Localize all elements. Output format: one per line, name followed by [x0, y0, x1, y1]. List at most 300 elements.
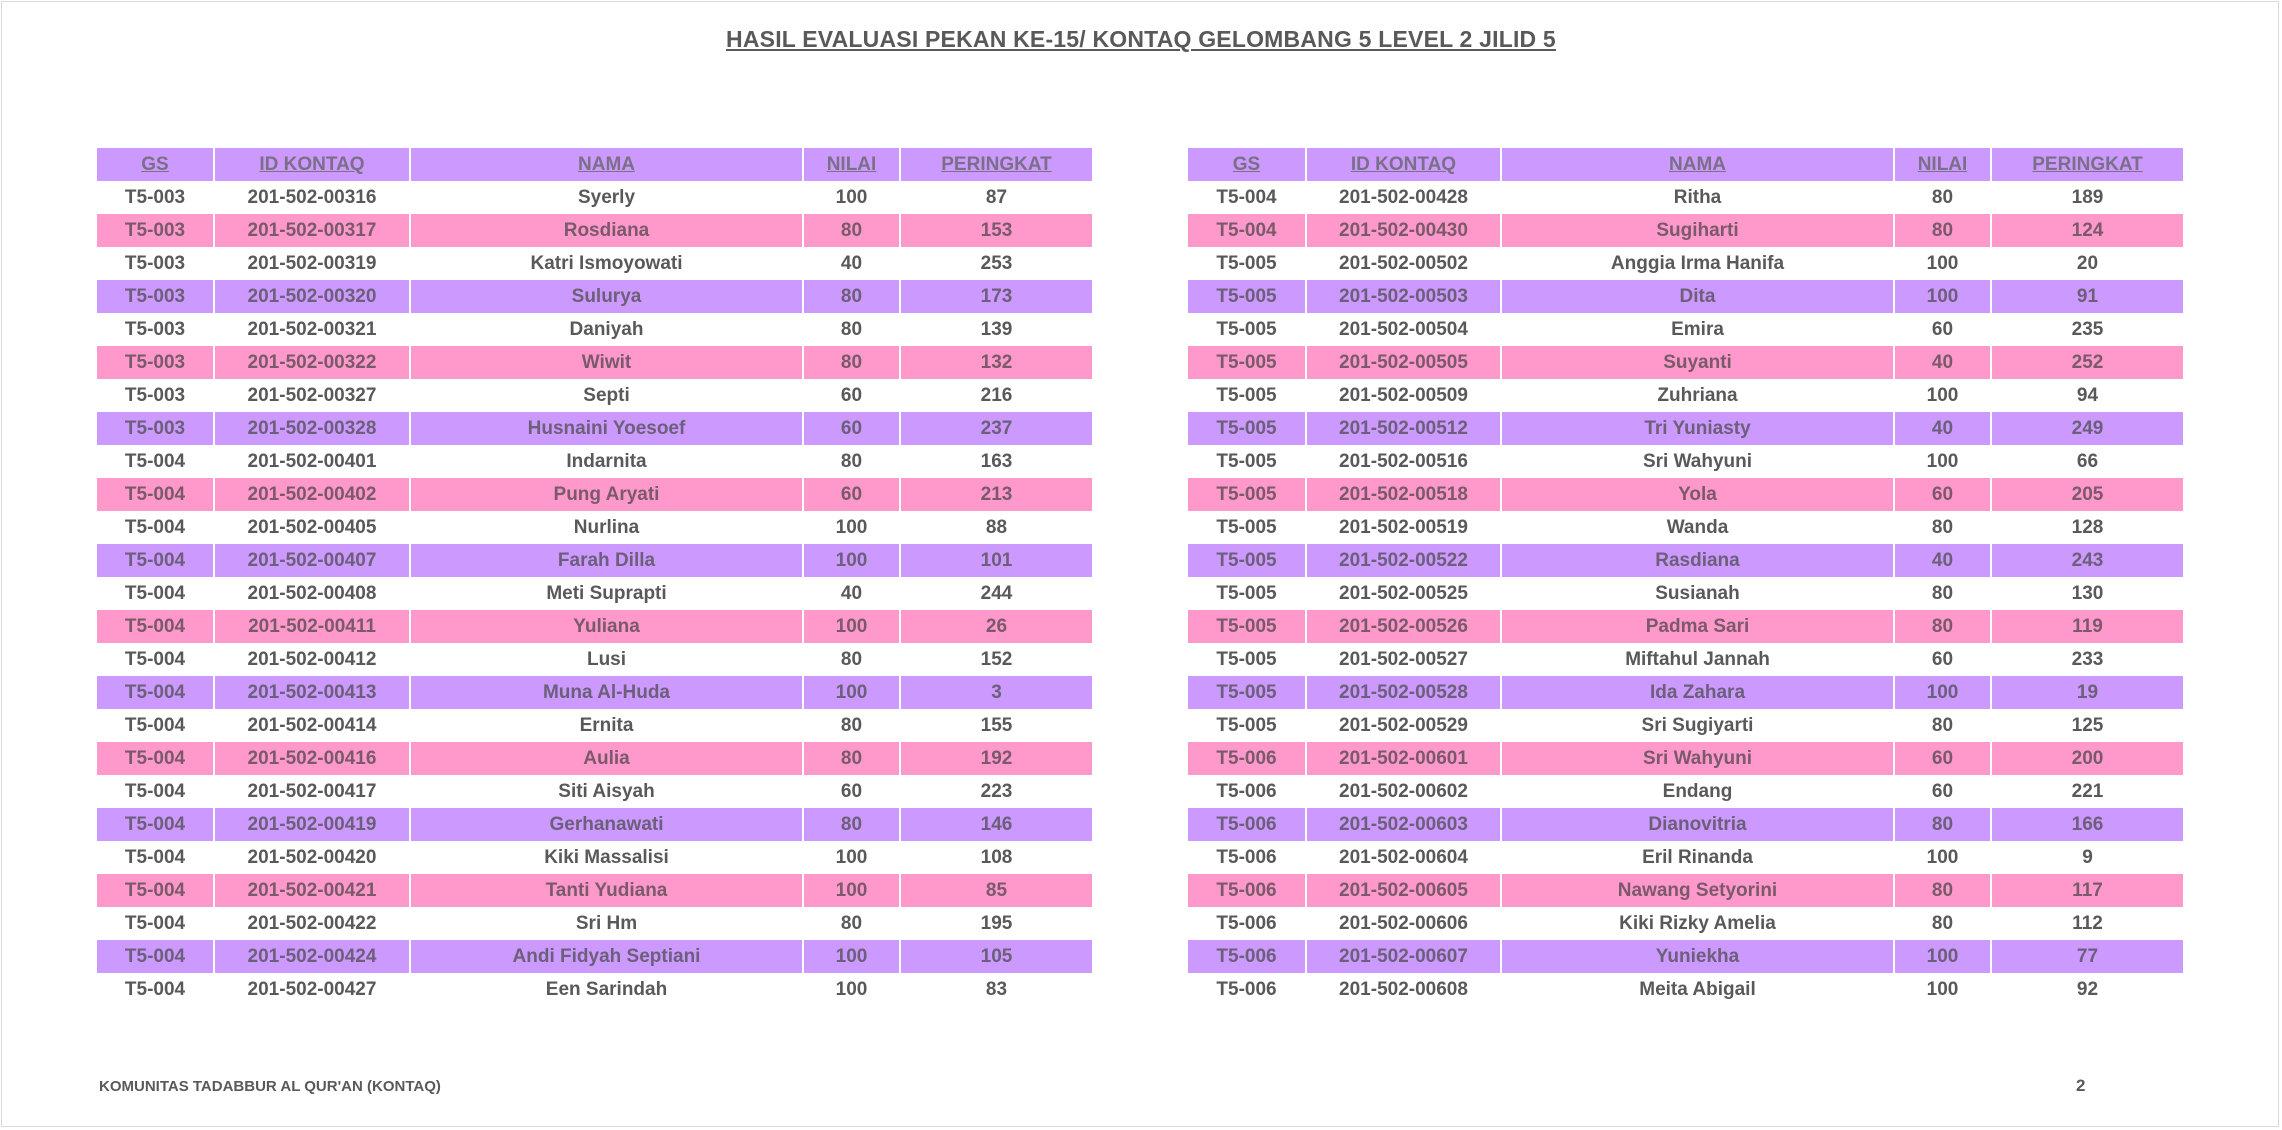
cell-peringkat: 252 [1991, 346, 2183, 379]
cell-peringkat: 132 [900, 346, 1092, 379]
column-header-nilai: NILAI [1894, 148, 1991, 181]
page-title: HASIL EVALUASI PEKAN KE-15/ KONTAQ GELOMBANG 5 LEVEL 2 JILID 5 [726, 26, 1556, 52]
cell-id-kontaq: 201-502-00408 [214, 577, 410, 610]
cell-peringkat: 119 [1991, 610, 2183, 643]
table-row [1188, 346, 2183, 379]
cell-nama: Miftahul Jannah [1501, 643, 1894, 676]
cell-nilai: 80 [803, 346, 900, 379]
table-row [97, 280, 1092, 313]
cell-id-kontaq: 201-502-00503 [1306, 280, 1501, 313]
cell-nilai: 100 [803, 841, 900, 874]
column-header-nama: NAMA [1501, 148, 1894, 181]
cell-gs: T5-003 [97, 214, 214, 247]
table-row [97, 577, 1092, 610]
cell-nilai: 40 [1894, 544, 1991, 577]
cell-nilai: 80 [803, 313, 900, 346]
cell-id-kontaq: 201-502-00322 [214, 346, 410, 379]
cell-peringkat: 101 [900, 544, 1092, 577]
table-row [1188, 544, 2183, 577]
cell-nama: Sri Wahyuni [1501, 742, 1894, 775]
cell-id-kontaq: 201-502-00519 [1306, 511, 1501, 544]
cell-id-kontaq: 201-502-00427 [214, 973, 410, 1006]
cell-id-kontaq: 201-502-00401 [214, 445, 410, 478]
cell-gs: T5-004 [97, 940, 214, 973]
cell-gs: T5-003 [97, 181, 214, 214]
table-row [97, 511, 1092, 544]
cell-gs: T5-004 [97, 511, 214, 544]
table-row [1188, 247, 2183, 280]
table-row [1188, 610, 2183, 643]
cell-gs: T5-006 [1188, 874, 1306, 907]
cell-gs: T5-006 [1188, 841, 1306, 874]
table-row [1188, 577, 2183, 610]
cell-peringkat: 20 [1991, 247, 2183, 280]
cell-peringkat: 243 [1991, 544, 2183, 577]
cell-id-kontaq: 201-502-00414 [214, 709, 410, 742]
table-row [1188, 478, 2183, 511]
cell-nama: Ritha [1501, 181, 1894, 214]
cell-gs: T5-006 [1188, 742, 1306, 775]
cell-id-kontaq: 201-502-00603 [1306, 808, 1501, 841]
table-row [1188, 808, 2183, 841]
table-row [97, 973, 1092, 1006]
cell-id-kontaq: 201-502-00321 [214, 313, 410, 346]
cell-gs: T5-004 [97, 973, 214, 1006]
column-header-id-kontaq: ID KONTAQ [214, 148, 410, 181]
table-row [97, 181, 1092, 214]
cell-gs: T5-006 [1188, 907, 1306, 940]
table-row [97, 742, 1092, 775]
cell-nama: Wanda [1501, 511, 1894, 544]
table-row [1188, 841, 2183, 874]
cell-id-kontaq: 201-502-00430 [1306, 214, 1501, 247]
cell-id-kontaq: 201-502-00516 [1306, 445, 1501, 478]
cell-peringkat: 91 [1991, 280, 2183, 313]
cell-id-kontaq: 201-502-00327 [214, 379, 410, 412]
cell-nilai: 100 [1894, 676, 1991, 709]
cell-gs: T5-003 [97, 280, 214, 313]
cell-nama: Endang [1501, 775, 1894, 808]
cell-id-kontaq: 201-502-00419 [214, 808, 410, 841]
cell-id-kontaq: 201-502-00512 [1306, 412, 1501, 445]
cell-nilai: 100 [803, 511, 900, 544]
cell-id-kontaq: 201-502-00413 [214, 676, 410, 709]
cell-nama: Aulia [410, 742, 803, 775]
cell-peringkat: 26 [900, 610, 1092, 643]
table-row [97, 643, 1092, 676]
cell-gs: T5-005 [1188, 445, 1306, 478]
cell-nilai: 100 [1894, 280, 1991, 313]
cell-peringkat: 253 [900, 247, 1092, 280]
cell-peringkat: 163 [900, 445, 1092, 478]
cell-nilai: 40 [1894, 412, 1991, 445]
cell-gs: T5-004 [97, 577, 214, 610]
column-header-peringkat: PERINGKAT [900, 148, 1092, 181]
cell-gs: T5-004 [1188, 214, 1306, 247]
cell-peringkat: 223 [900, 775, 1092, 808]
cell-gs: T5-004 [97, 643, 214, 676]
cell-id-kontaq: 201-502-00411 [214, 610, 410, 643]
cell-peringkat: 108 [900, 841, 1092, 874]
cell-id-kontaq: 201-502-00416 [214, 742, 410, 775]
table-row [1188, 643, 2183, 676]
cell-nama: Rosdiana [410, 214, 803, 247]
cell-gs: T5-004 [97, 874, 214, 907]
column-header-nilai: NILAI [803, 148, 900, 181]
cell-peringkat: 146 [900, 808, 1092, 841]
cell-nama: Anggia Irma Hanifa [1501, 247, 1894, 280]
cell-gs: T5-003 [97, 346, 214, 379]
table-row [1188, 445, 2183, 478]
cell-nama: Yuliana [410, 610, 803, 643]
table-body-left [97, 181, 1092, 1006]
cell-id-kontaq: 201-502-00402 [214, 478, 410, 511]
cell-peringkat: 152 [900, 643, 1092, 676]
cell-id-kontaq: 201-502-00504 [1306, 313, 1501, 346]
column-header-gs: GS [97, 148, 214, 181]
cell-peringkat: 235 [1991, 313, 2183, 346]
cell-nilai: 80 [803, 214, 900, 247]
results-table-right [1188, 148, 2183, 1006]
cell-peringkat: 92 [1991, 973, 2183, 1006]
table-row [1188, 511, 2183, 544]
cell-nama: Ida Zahara [1501, 676, 1894, 709]
cell-peringkat: 88 [900, 511, 1092, 544]
cell-peringkat: 221 [1991, 775, 2183, 808]
table-row [97, 478, 1092, 511]
cell-nama: Andi Fidyah Septiani [410, 940, 803, 973]
table-row [1188, 676, 2183, 709]
cell-id-kontaq: 201-502-00518 [1306, 478, 1501, 511]
cell-nama: Farah Dilla [410, 544, 803, 577]
cell-nama: Yuniekha [1501, 940, 1894, 973]
table-row [1188, 973, 2183, 1006]
cell-peringkat: 233 [1991, 643, 2183, 676]
cell-nilai: 60 [1894, 478, 1991, 511]
cell-peringkat: 153 [900, 214, 1092, 247]
cell-nilai: 60 [803, 412, 900, 445]
cell-peringkat: 66 [1991, 445, 2183, 478]
cell-id-kontaq: 201-502-00601 [1306, 742, 1501, 775]
cell-peringkat: 125 [1991, 709, 2183, 742]
page-number: 2 [2076, 1076, 2086, 1095]
table-row [97, 709, 1092, 742]
cell-peringkat: 112 [1991, 907, 2183, 940]
cell-id-kontaq: 201-502-00407 [214, 544, 410, 577]
cell-gs: T5-005 [1188, 280, 1306, 313]
cell-nilai: 80 [803, 808, 900, 841]
column-header-id-kontaq: ID KONTAQ [1306, 148, 1501, 181]
cell-id-kontaq: 201-502-00604 [1306, 841, 1501, 874]
table-row [97, 544, 1092, 577]
cell-gs: T5-005 [1188, 247, 1306, 280]
cell-id-kontaq: 201-502-00317 [214, 214, 410, 247]
table-row [97, 247, 1092, 280]
cell-peringkat: 9 [1991, 841, 2183, 874]
cell-nama: Een Sarindah [410, 973, 803, 1006]
cell-nilai: 60 [1894, 775, 1991, 808]
cell-peringkat: 213 [900, 478, 1092, 511]
table-header-row [97, 148, 1092, 181]
table-row [1188, 775, 2183, 808]
cell-id-kontaq: 201-502-00405 [214, 511, 410, 544]
cell-gs: T5-006 [1188, 775, 1306, 808]
cell-nama: Dianovitria [1501, 808, 1894, 841]
table-row [97, 610, 1092, 643]
table-row [97, 445, 1092, 478]
cell-gs: T5-003 [97, 379, 214, 412]
cell-nilai: 40 [803, 247, 900, 280]
table-row [1188, 709, 2183, 742]
cell-nama: Emira [1501, 313, 1894, 346]
cell-nilai: 80 [803, 742, 900, 775]
cell-gs: T5-005 [1188, 412, 1306, 445]
cell-id-kontaq: 201-502-00316 [214, 181, 410, 214]
cell-nilai: 80 [1894, 709, 1991, 742]
cell-nama: Kiki Massalisi [410, 841, 803, 874]
cell-gs: T5-004 [97, 676, 214, 709]
cell-gs: T5-004 [97, 907, 214, 940]
cell-id-kontaq: 201-502-00528 [1306, 676, 1501, 709]
table-row [1188, 412, 2183, 445]
cell-id-kontaq: 201-502-00505 [1306, 346, 1501, 379]
cell-nama: Sri Wahyuni [1501, 445, 1894, 478]
cell-gs: T5-005 [1188, 478, 1306, 511]
cell-nama: Siti Aisyah [410, 775, 803, 808]
cell-id-kontaq: 201-502-00417 [214, 775, 410, 808]
cell-nama: Yola [1501, 478, 1894, 511]
cell-id-kontaq: 201-502-00502 [1306, 247, 1501, 280]
cell-nilai: 100 [1894, 940, 1991, 973]
cell-peringkat: 124 [1991, 214, 2183, 247]
cell-gs: T5-004 [97, 808, 214, 841]
cell-peringkat: 117 [1991, 874, 2183, 907]
table-row [97, 907, 1092, 940]
cell-nama: Eril Rinanda [1501, 841, 1894, 874]
cell-nama: Kiki Rizky Amelia [1501, 907, 1894, 940]
cell-id-kontaq: 201-502-00602 [1306, 775, 1501, 808]
cell-nilai: 80 [803, 709, 900, 742]
table-row [1188, 940, 2183, 973]
cell-peringkat: 19 [1991, 676, 2183, 709]
table-row [97, 412, 1092, 445]
table-row [1188, 214, 2183, 247]
cell-id-kontaq: 201-502-00424 [214, 940, 410, 973]
cell-id-kontaq: 201-502-00509 [1306, 379, 1501, 412]
table-row [97, 676, 1092, 709]
results-table-left [97, 148, 1092, 1006]
table-row [97, 379, 1092, 412]
cell-peringkat: 128 [1991, 511, 2183, 544]
cell-id-kontaq: 201-502-00412 [214, 643, 410, 676]
cell-nilai: 40 [803, 577, 900, 610]
cell-nilai: 60 [1894, 313, 1991, 346]
cell-nilai: 80 [1894, 874, 1991, 907]
cell-id-kontaq: 201-502-00526 [1306, 610, 1501, 643]
cell-nilai: 40 [1894, 346, 1991, 379]
cell-peringkat: 94 [1991, 379, 2183, 412]
cell-gs: T5-004 [97, 610, 214, 643]
cell-gs: T5-005 [1188, 313, 1306, 346]
cell-peringkat: 192 [900, 742, 1092, 775]
cell-gs: T5-006 [1188, 808, 1306, 841]
cell-gs: T5-004 [97, 445, 214, 478]
cell-gs: T5-003 [97, 412, 214, 445]
cell-gs: T5-005 [1188, 676, 1306, 709]
cell-nilai: 100 [803, 676, 900, 709]
cell-nilai: 80 [1894, 907, 1991, 940]
cell-gs: T5-004 [1188, 181, 1306, 214]
cell-id-kontaq: 201-502-00529 [1306, 709, 1501, 742]
cell-nilai: 100 [803, 874, 900, 907]
cell-id-kontaq: 201-502-00607 [1306, 940, 1501, 973]
cell-nama: Padma Sari [1501, 610, 1894, 643]
cell-gs: T5-004 [97, 544, 214, 577]
cell-peringkat: 3 [900, 676, 1092, 709]
cell-peringkat: 189 [1991, 181, 2183, 214]
cell-nilai: 80 [803, 280, 900, 313]
cell-nilai: 100 [803, 544, 900, 577]
cell-gs: T5-004 [97, 709, 214, 742]
cell-peringkat: 85 [900, 874, 1092, 907]
cell-id-kontaq: 201-502-00605 [1306, 874, 1501, 907]
cell-gs: T5-004 [97, 775, 214, 808]
cell-peringkat: 77 [1991, 940, 2183, 973]
cell-gs: T5-003 [97, 313, 214, 346]
cell-nama: Meita Abigail [1501, 973, 1894, 1006]
cell-id-kontaq: 201-502-00522 [1306, 544, 1501, 577]
cell-nilai: 80 [1894, 181, 1991, 214]
cell-nilai: 80 [1894, 577, 1991, 610]
cell-nama: Nurlina [410, 511, 803, 544]
cell-peringkat: 130 [1991, 577, 2183, 610]
cell-nama: Septi [410, 379, 803, 412]
cell-nama: Syerly [410, 181, 803, 214]
cell-nilai: 80 [1894, 808, 1991, 841]
cell-nilai: 100 [803, 181, 900, 214]
cell-gs: T5-005 [1188, 379, 1306, 412]
cell-peringkat: 83 [900, 973, 1092, 1006]
cell-nama: Sulurya [410, 280, 803, 313]
cell-nilai: 60 [803, 379, 900, 412]
cell-id-kontaq: 201-502-00319 [214, 247, 410, 280]
cell-gs: T5-003 [97, 247, 214, 280]
cell-nilai: 100 [1894, 445, 1991, 478]
cell-gs: T5-005 [1188, 577, 1306, 610]
table-row [97, 940, 1092, 973]
cell-id-kontaq: 201-502-00328 [214, 412, 410, 445]
cell-gs: T5-005 [1188, 610, 1306, 643]
cell-peringkat: 216 [900, 379, 1092, 412]
table-header-row [1188, 148, 2183, 181]
cell-nama: Ernita [410, 709, 803, 742]
table-row [97, 808, 1092, 841]
cell-id-kontaq: 201-502-00428 [1306, 181, 1501, 214]
cell-nilai: 80 [803, 907, 900, 940]
cell-nama: Tri Yuniasty [1501, 412, 1894, 445]
cell-id-kontaq: 201-502-00527 [1306, 643, 1501, 676]
cell-peringkat: 195 [900, 907, 1092, 940]
cell-nama: Suyanti [1501, 346, 1894, 379]
cell-peringkat: 139 [900, 313, 1092, 346]
cell-peringkat: 244 [900, 577, 1092, 610]
cell-nilai: 80 [803, 643, 900, 676]
cell-nama: Lusi [410, 643, 803, 676]
cell-nama: Katri Ismoyowati [410, 247, 803, 280]
cell-gs: T5-006 [1188, 940, 1306, 973]
cell-nama: Meti Suprapti [410, 577, 803, 610]
cell-id-kontaq: 201-502-00421 [214, 874, 410, 907]
cell-nilai: 100 [803, 973, 900, 1006]
cell-nama: Pung Aryati [410, 478, 803, 511]
cell-gs: T5-005 [1188, 346, 1306, 379]
table-row [1188, 313, 2183, 346]
cell-nilai: 100 [1894, 247, 1991, 280]
cell-peringkat: 237 [900, 412, 1092, 445]
cell-nama: Sri Sugiyarti [1501, 709, 1894, 742]
cell-id-kontaq: 201-502-00525 [1306, 577, 1501, 610]
cell-nilai: 100 [1894, 841, 1991, 874]
cell-id-kontaq: 201-502-00320 [214, 280, 410, 313]
cell-gs: T5-005 [1188, 511, 1306, 544]
cell-id-kontaq: 201-502-00422 [214, 907, 410, 940]
cell-nama: Nawang Setyorini [1501, 874, 1894, 907]
cell-nilai: 100 [1894, 973, 1991, 1006]
cell-gs: T5-006 [1188, 973, 1306, 1006]
table-body-right [1188, 181, 2183, 1006]
column-header-gs: GS [1188, 148, 1306, 181]
cell-gs: T5-005 [1188, 544, 1306, 577]
cell-peringkat: 105 [900, 940, 1092, 973]
table-row [1188, 874, 2183, 907]
table-row [97, 313, 1092, 346]
cell-nilai: 60 [1894, 643, 1991, 676]
cell-nilai: 80 [1894, 214, 1991, 247]
cell-nama: Tanti Yudiana [410, 874, 803, 907]
cell-peringkat: 173 [900, 280, 1092, 313]
cell-nilai: 80 [803, 445, 900, 478]
table-row [97, 346, 1092, 379]
cell-nilai: 60 [803, 775, 900, 808]
cell-nama: Gerhanawati [410, 808, 803, 841]
cell-nilai: 100 [1894, 379, 1991, 412]
cell-peringkat: 200 [1991, 742, 2183, 775]
cell-id-kontaq: 201-502-00606 [1306, 907, 1501, 940]
cell-peringkat: 166 [1991, 808, 2183, 841]
cell-nilai: 60 [803, 478, 900, 511]
cell-nama: Wiwit [410, 346, 803, 379]
cell-gs: T5-005 [1188, 643, 1306, 676]
table-row [1188, 907, 2183, 940]
cell-gs: T5-005 [1188, 709, 1306, 742]
column-header-peringkat: PERINGKAT [1991, 148, 2183, 181]
table-row [1188, 742, 2183, 775]
cell-gs: T5-004 [97, 742, 214, 775]
table-row [97, 214, 1092, 247]
cell-nilai: 100 [803, 610, 900, 643]
table-row [97, 841, 1092, 874]
cell-peringkat: 155 [900, 709, 1092, 742]
cell-nama: Rasdiana [1501, 544, 1894, 577]
table-row [97, 775, 1092, 808]
cell-nama: Sri Hm [410, 907, 803, 940]
table-row [1188, 181, 2183, 214]
cell-nama: Husnaini Yoesoef [410, 412, 803, 445]
cell-nama: Zuhriana [1501, 379, 1894, 412]
cell-peringkat: 87 [900, 181, 1092, 214]
cell-gs: T5-004 [97, 841, 214, 874]
cell-nilai: 80 [1894, 511, 1991, 544]
